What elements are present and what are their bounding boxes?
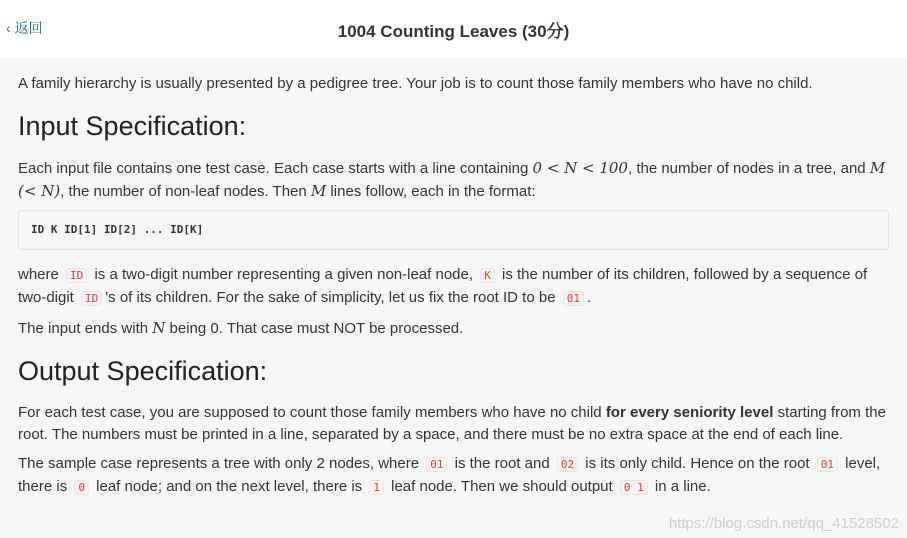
text: leaf node; and on the next level, there is (91, 478, 367, 495)
intro-text: A family hierarchy is usually presented by a pedigree tree. Your job is to count those family members who have no child. (18, 75, 813, 92)
text: level, there is (18, 455, 881, 495)
text: is the root and (450, 455, 554, 472)
text: is its only child. Hence on the root (581, 455, 814, 472)
input-para-3 (18, 317, 889, 340)
text: For each test case, you are supposed to count those family members who have no child (18, 404, 606, 421)
problem-content (0, 57, 907, 499)
inline-code: 02 (557, 457, 578, 472)
math: N (152, 319, 166, 337)
output-para-2 (18, 453, 889, 499)
text: . (586, 289, 592, 306)
text: The input ends with (18, 320, 153, 337)
inline-code: ID (66, 268, 87, 283)
inline-code: 1 (369, 480, 384, 495)
text: The sample case represents a tree with only 2 nodes, where (18, 455, 424, 472)
text: lines follow, each in the format: (326, 183, 536, 200)
format-code-block: ID K ID[1] ID[2] ... ID[K] (18, 210, 889, 250)
inline-code: K (480, 268, 495, 283)
text: , the number of nodes in a tree, and (627, 160, 870, 177)
input-heading: Input Specification: (18, 111, 247, 141)
inline-code: 01 (817, 457, 838, 472)
input-para-1 (18, 157, 889, 203)
watermark: https://blog.csdn.net/qq_41528502 (668, 515, 899, 532)
page-title: 1004 Counting Leaves (30分) (337, 22, 570, 41)
output-heading: Output Specification: (18, 356, 268, 386)
inline-code: 01 (426, 457, 447, 472)
text: 's of its children. For the sake of simplicity, let us fix the root ID to be (105, 289, 560, 306)
text: , the number of non-leaf nodes. Then (60, 183, 311, 200)
inline-code: 0 1 (620, 480, 648, 495)
text: in a line. (650, 478, 711, 495)
header-bar (0, 0, 907, 57)
input-para-2 (18, 264, 889, 310)
inline-code: 01 (563, 291, 584, 306)
text: starting from the root. The numbers must be printed in a line, separated by a space, and there must be no extra space at the end of each line. (18, 404, 886, 443)
text: Each input file contains one test case. Each case starts with a line containing (18, 160, 533, 177)
text: is a two-digit number representing a given non-leaf node, (90, 266, 478, 283)
inline-code: 0 (74, 480, 89, 495)
math: M (310, 182, 327, 200)
inline-code: ID (81, 291, 102, 306)
text: leaf node. Then we should output (386, 478, 617, 495)
math: M (< N) (18, 159, 886, 200)
bold-text: for every seniority level (605, 404, 774, 421)
back-button[interactable]: ‹ 返回 (6, 20, 43, 36)
output-para-1 (18, 402, 889, 446)
text: being 0. That case must NOT be processed. (165, 320, 464, 337)
math: 0 < N < 100 (532, 159, 628, 177)
text: where (18, 266, 64, 283)
text: is the number of its children, followed by a sequence of two-digit (18, 266, 868, 306)
